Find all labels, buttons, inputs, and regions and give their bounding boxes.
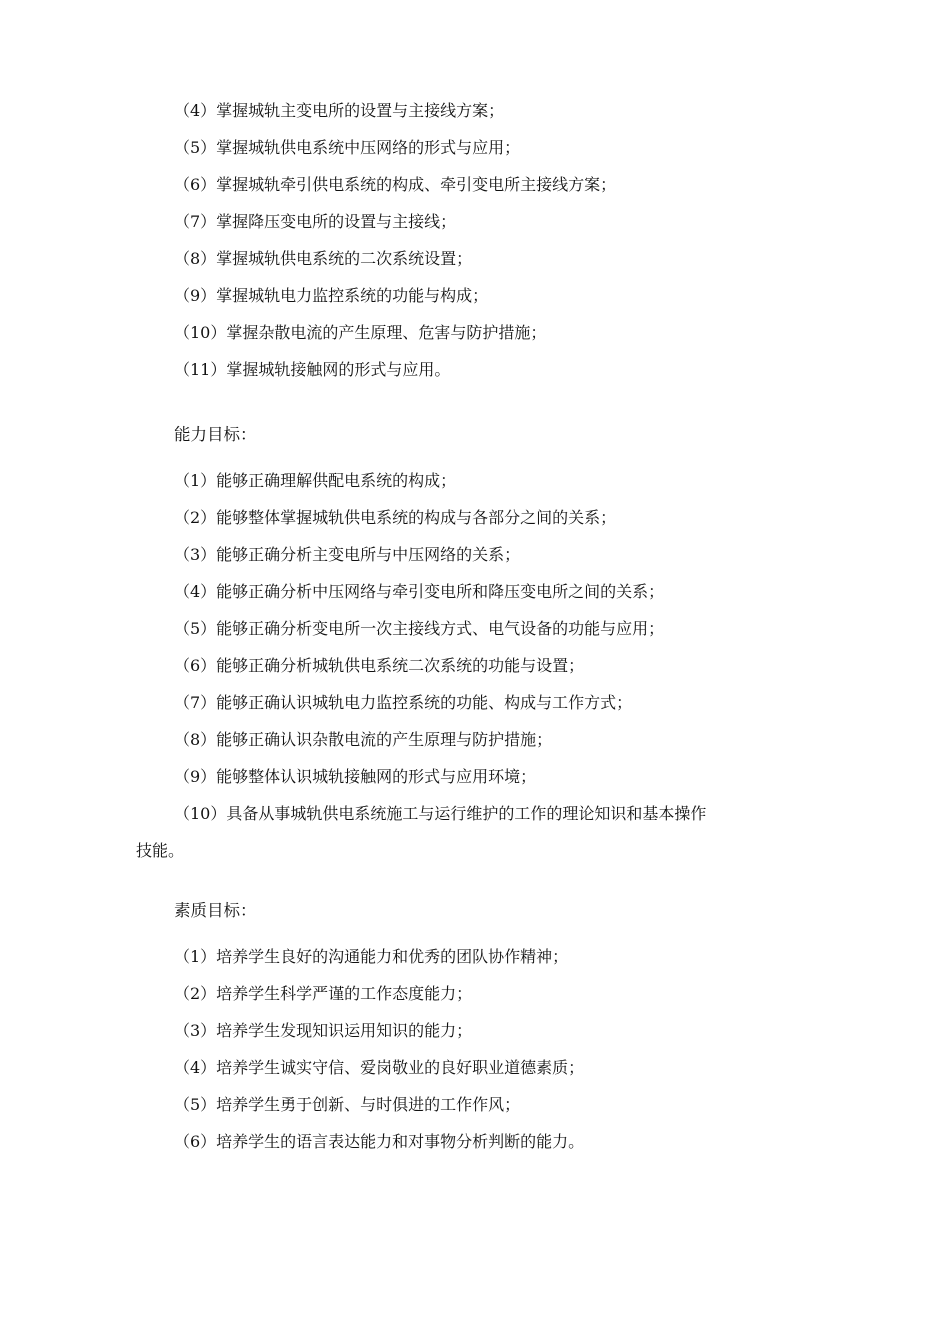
quality-heading-block — [0, 892, 950, 929]
list-item: （6）掌握城轨牵引供电系统的构成、牵引变电所主接线方案； — [174, 175, 617, 194]
list-item: （9）能够整体认识城轨接触网的形式与应用环境； — [174, 767, 537, 786]
list-item: （4）能够正确分析中压网络与牵引变电所和降压变电所之间的关系； — [174, 582, 665, 601]
list-item: （4）培养学生诚实守信、爱岗敬业的良好职业道德素质； — [174, 1058, 585, 1077]
list-item: （11）掌握城轨接触网的形式与应用。 — [174, 360, 451, 379]
list-item: （3）培养学生发现知识运用知识的能力； — [174, 1021, 473, 1040]
ability-heading: 能力目标： — [174, 425, 257, 444]
quality-heading: 素质目标： — [174, 901, 257, 920]
list-item: （8）掌握城轨供电系统的二次系统设置； — [174, 249, 473, 268]
knowledge-list — [0, 92, 950, 388]
ability-heading-block — [0, 416, 950, 453]
list-item: （7）掌握降压变电所的设置与主接线； — [174, 212, 457, 231]
quality-list — [0, 938, 950, 1160]
list-item: （9）掌握城轨电力监控系统的功能与构成； — [174, 286, 489, 305]
list-item: （5）掌握城轨供电系统中压网络的形式与应用； — [174, 138, 521, 157]
list-item: （10）掌握杂散电流的产生原理、危害与防护措施； — [174, 323, 547, 342]
list-item: （7）能够正确认识城轨电力监控系统的功能、构成与工作方式； — [174, 693, 633, 712]
list-item: （6）培养学生的语言表达能力和对事物分析判断的能力。 — [174, 1132, 585, 1151]
ability-list — [0, 462, 950, 869]
list-item-wrapped-line2: 技能。 — [136, 841, 185, 860]
list-item: （2）能够整体掌握城轨供电系统的构成与各部分之间的关系； — [174, 508, 617, 527]
list-item: （4）掌握城轨主变电所的设置与主接线方案； — [174, 101, 505, 120]
list-item: （5）能够正确分析变电所一次主接线方式、电气设备的功能与应用； — [174, 619, 665, 638]
list-item: （3）能够正确分析主变电所与中压网络的关系； — [174, 545, 521, 564]
list-item: （5）培养学生勇于创新、与时俱进的工作作风； — [174, 1095, 521, 1114]
list-item: （1）培养学生良好的沟通能力和优秀的团队协作精神； — [174, 947, 569, 966]
list-item: （1）能够正确理解供配电系统的构成； — [174, 471, 457, 490]
list-item: （6）能够正确分析城轨供电系统二次系统的功能与设置； — [174, 656, 585, 675]
list-item: （8）能够正确认识杂散电流的产生原理与防护措施； — [174, 730, 553, 749]
list-item: （2）培养学生科学严谨的工作态度能力； — [174, 984, 473, 1003]
list-item-wrapped-line1: （10）具备从事城轨供电系统施工与运行维护的工作的理论知识和基本操作 — [174, 804, 707, 823]
